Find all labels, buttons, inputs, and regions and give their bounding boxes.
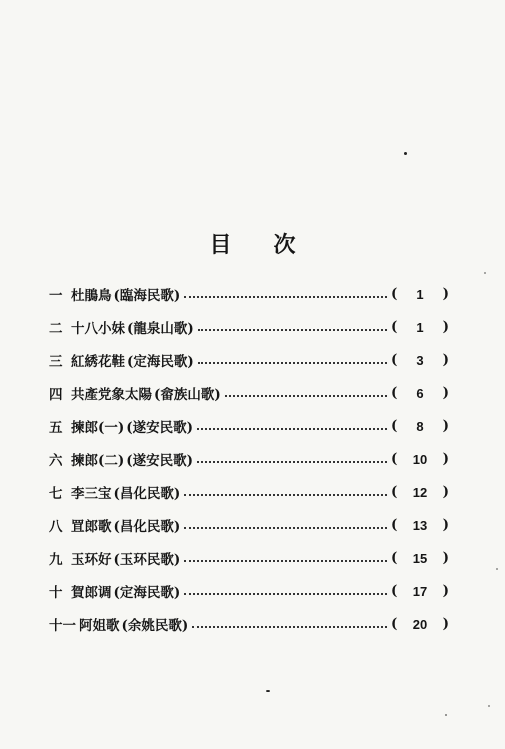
paren-open: (: [391, 616, 398, 632]
entry-title: 十八小妹: [71, 321, 125, 337]
entry-source: (遂安民歌): [126, 420, 194, 436]
entry-title: 揀郎(二): [71, 453, 125, 469]
paren-close: ): [442, 418, 449, 434]
entry-source: (玉环民歌): [113, 552, 181, 568]
page-reference: [391, 550, 449, 566]
page-number: 20: [412, 616, 428, 632]
toc-entry[interactable]: [49, 482, 449, 502]
scan-speck: [488, 705, 490, 707]
paren-open: (: [391, 319, 398, 335]
entry-source: (臨海民歌): [113, 288, 181, 304]
entry-title: 共產党象太陽: [71, 387, 152, 403]
page-reference: [391, 385, 449, 401]
entry-number: 四: [49, 387, 63, 403]
paren-close: ): [442, 550, 449, 566]
entry-number: 二: [49, 321, 63, 337]
entry-number: 十一: [49, 618, 76, 634]
paren-open: (: [391, 418, 398, 434]
entry-number: 三: [49, 354, 63, 370]
page-reference: [391, 286, 449, 302]
dot-leader: [198, 329, 387, 331]
dot-leader: [184, 593, 387, 595]
page-number: 3: [416, 352, 424, 368]
page-reference: [391, 517, 449, 533]
page-number: 15: [412, 550, 428, 566]
paren-close: ): [442, 286, 449, 302]
entry-number: 九: [49, 552, 63, 568]
page-number: 13: [412, 517, 428, 533]
scan-speck: [496, 568, 498, 570]
page-reference: [391, 319, 449, 335]
entry-number: 七: [49, 486, 63, 502]
page-reference: [391, 484, 449, 500]
toc-entry[interactable]: [49, 614, 449, 634]
paren-open: (: [391, 550, 398, 566]
entry-title: 紅綉花鞋: [71, 354, 125, 370]
toc-entry[interactable]: [49, 548, 449, 568]
toc-entry[interactable]: [49, 449, 449, 469]
page-reference: [391, 583, 449, 599]
page-number: 10: [412, 451, 428, 467]
page-reference: [391, 451, 449, 467]
dot-leader: [197, 428, 387, 430]
entry-source: (遂安民歌): [126, 453, 194, 469]
page-number: 17: [412, 583, 428, 599]
dot-leader: [197, 461, 387, 463]
scan-speck: [404, 152, 407, 155]
paren-close: ): [442, 352, 449, 368]
dot-leader: [184, 527, 387, 529]
dot-leader: [184, 494, 387, 496]
entry-title: 李三宝: [71, 486, 112, 502]
page-number: 8: [416, 418, 424, 434]
entry-source: (定海民歌): [127, 354, 194, 370]
toc-entry[interactable]: [49, 317, 449, 337]
entry-source: (定海民歌): [113, 585, 181, 601]
paren-close: ): [442, 484, 449, 500]
toc-entry[interactable]: [49, 383, 449, 403]
paren-close: ): [442, 451, 449, 467]
toc-entry[interactable]: [49, 416, 449, 436]
paren-open: (: [391, 286, 398, 302]
toc-entry[interactable]: [49, 284, 449, 304]
entry-number: 六: [49, 453, 63, 469]
page-reference: [391, 352, 449, 368]
title-char-1: 目: [209, 232, 232, 258]
entry-number: 八: [49, 519, 63, 535]
entry-source: (龍泉山歌): [127, 321, 194, 337]
page-number: 12: [412, 484, 428, 500]
scan-speck: [484, 272, 486, 274]
dot-leader: [225, 395, 387, 397]
entry-number: 一: [49, 288, 63, 304]
entry-source: (畲族山歌): [154, 387, 221, 403]
paren-close: ): [442, 583, 449, 599]
paren-close: ): [442, 517, 449, 533]
scan-speck: [445, 714, 447, 716]
entry-source: (余姚民歌): [121, 618, 189, 634]
toc-entry[interactable]: [49, 350, 449, 370]
entry-title: 阿姐歌: [79, 618, 120, 634]
paren-open: (: [391, 583, 398, 599]
paren-open: (: [391, 352, 398, 368]
paren-open: (: [391, 517, 398, 533]
dot-leader: [184, 296, 387, 298]
page-number: 1: [416, 286, 424, 302]
page-number: 6: [416, 385, 424, 401]
entry-source: (昌化民歌): [113, 486, 181, 502]
page-reference: [391, 616, 449, 632]
title-char-2: 次: [273, 232, 296, 258]
page-reference: [391, 418, 449, 434]
entry-number: 十: [49, 585, 63, 601]
toc-entry[interactable]: [49, 581, 449, 601]
dot-leader: [198, 362, 387, 364]
entry-title: 杜鵑鳥: [71, 288, 112, 304]
paren-close: ): [442, 319, 449, 335]
entry-title: 玉环好: [71, 552, 112, 568]
dot-leader: [192, 626, 387, 628]
entry-number: 五: [49, 420, 63, 436]
entry-title: 賀郎调: [71, 585, 112, 601]
entry-source: (昌化民歌): [113, 519, 181, 535]
page-number: 1: [416, 319, 424, 335]
entry-title: 揀郎(一): [71, 420, 125, 436]
page-title: [0, 228, 505, 259]
paren-open: (: [391, 484, 398, 500]
paren-open: (: [391, 385, 398, 401]
paren-close: ): [442, 616, 449, 632]
dot-leader: [184, 560, 387, 562]
paren-close: ): [442, 385, 449, 401]
scan-speck: [266, 690, 270, 692]
paren-open: (: [391, 451, 398, 467]
entry-title: 罝郎歌: [71, 519, 112, 535]
toc-entry[interactable]: [49, 515, 449, 535]
